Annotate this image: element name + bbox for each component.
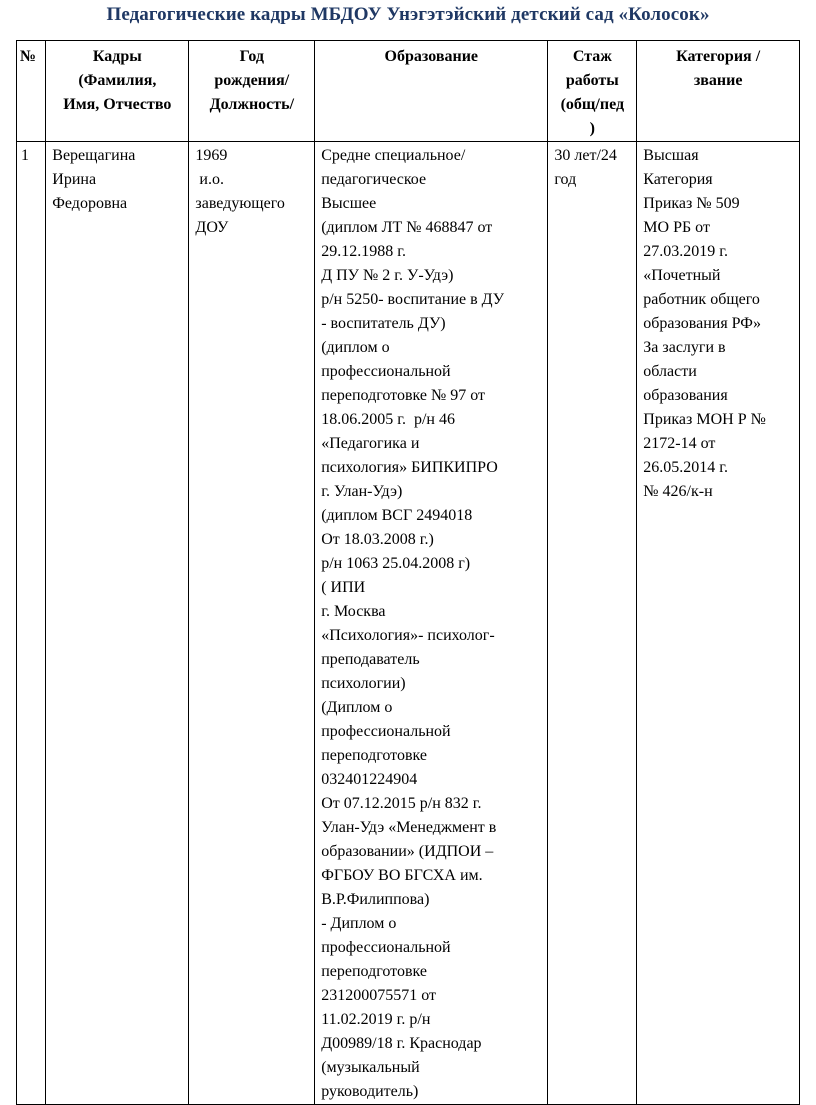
cell-line: 2172-14 от	[643, 435, 716, 452]
cell-line: педагогическое	[321, 171, 427, 188]
cell-num	[17, 142, 46, 1105]
cell-line: 18.06.2005 г. р/н 46	[321, 411, 455, 428]
cell-line: (диплом о	[321, 339, 390, 356]
cell-line: преподаватель	[321, 651, 420, 668]
cell-line: 29.12.1988 г.	[321, 243, 406, 260]
cell-line: Д00989/18 г. Краснодар	[321, 1035, 482, 1052]
header-name	[46, 41, 189, 142]
cell-line: Ирина	[52, 171, 97, 188]
header-line: )	[589, 120, 595, 137]
cell-line: ФГБОУ ВО БГСХА им.	[321, 867, 483, 884]
cell-line: профессиональной	[321, 723, 451, 740]
cell-line: № 426/к-н	[643, 483, 713, 500]
cell-line: МО РБ от	[643, 219, 710, 236]
cell-line: Высшая	[643, 147, 699, 164]
header-line: работы	[565, 72, 619, 89]
header-num	[17, 41, 46, 142]
staff-table	[16, 40, 800, 1105]
cell-line: и.о.	[195, 171, 224, 188]
cell-line: г. Москва	[321, 603, 386, 620]
header-line: Имя, Отчество	[63, 96, 172, 113]
cell-line: Приказ МОН Р №	[643, 411, 766, 428]
cell-line: профессиональной	[321, 363, 451, 380]
cell-line: переподготовке № 97 от	[321, 387, 486, 404]
cell-experience	[548, 142, 637, 1105]
cell-line: 231200075571 от	[321, 987, 436, 1004]
cell-line: переподготовке	[321, 747, 427, 764]
header-line: рождения/	[214, 72, 290, 89]
cell-year	[189, 142, 315, 1105]
cell-line: (диплом ВСГ 2494018	[321, 507, 473, 524]
cell-line: Средне специальное/	[321, 147, 466, 164]
header-line: №	[20, 48, 37, 65]
cell-name	[46, 142, 189, 1105]
header-line: Стаж	[572, 48, 612, 65]
cell-line: Категория	[643, 171, 713, 188]
cell-line: «Педагогика и	[321, 435, 420, 452]
cell-line: психология» БИПКИПРО	[321, 459, 498, 476]
cell-line: В.Р.Филиппова)	[321, 891, 430, 908]
cell-line: 1969	[195, 147, 228, 164]
cell-education	[315, 142, 548, 1105]
cell-line: профессиональной	[321, 939, 451, 956]
cell-line: За заслуги в	[643, 339, 726, 356]
cell-line: работник общего	[643, 291, 760, 308]
cell-line: (музыкальный	[321, 1059, 420, 1076]
cell-line: Приказ № 509	[643, 195, 740, 212]
cell-line: г. Улан-Удэ)	[321, 483, 403, 500]
cell-line: Д ПУ № 2 г. У-Удэ)	[321, 267, 454, 284]
cell-line: образования РФ»	[643, 315, 761, 332]
cell-line: - Диплом о	[321, 915, 397, 932]
cell-line: От 07.12.2015 р/н 832 г.	[321, 795, 482, 812]
cell-line: Верещагина	[52, 147, 136, 164]
cell-line: р/н 5250- воспитание в ДУ	[321, 291, 505, 308]
cell-line: Улан-Удэ «Менеджмент в	[321, 819, 497, 836]
header-line: Категория /	[676, 48, 761, 65]
header-category	[637, 41, 800, 142]
header-line: Год	[239, 48, 264, 65]
cell-line: 11.02.2019 г. р/н	[321, 1011, 431, 1028]
cell-line: Федоровна	[52, 195, 128, 212]
cell-line: 1	[21, 147, 29, 164]
page-title: Педагогические кадры МБДОУ Унэгэтэйский детский сад «Колосок»	[106, 4, 710, 25]
cell-line: р/н 1063 25.04.2008 г)	[321, 555, 471, 572]
cell-line: 27.03.2019 г.	[643, 243, 729, 260]
cell-line: психологии)	[321, 675, 406, 692]
table-row	[17, 142, 800, 1105]
header-line: звание	[693, 72, 743, 89]
header-line: Кадры	[92, 48, 142, 65]
cell-line: «Психология»- психолог-	[321, 627, 495, 644]
header-year	[189, 41, 315, 142]
cell-line: образования	[643, 387, 728, 404]
cell-line: области	[643, 363, 697, 380]
cell-line: переподготовке	[321, 963, 427, 980]
cell-line: ДОУ	[195, 219, 229, 236]
cell-line: заведующего	[195, 195, 285, 212]
cell-line: 032401224904	[321, 771, 418, 788]
cell-line: год	[554, 171, 577, 188]
header-line: Образование	[384, 48, 479, 65]
cell-line: ( ИПИ	[321, 579, 366, 596]
cell-line: руководитель)	[321, 1083, 419, 1100]
cell-category	[637, 142, 800, 1105]
cell-line: образовании» (ИДПОИ –	[321, 843, 494, 860]
header-line: Должность/	[209, 96, 295, 113]
header-line: (общ/пед	[560, 96, 625, 113]
header-education	[315, 41, 548, 142]
cell-line: 30 лет/24	[554, 147, 617, 164]
table-header-row	[17, 41, 800, 142]
header-experience	[548, 41, 637, 142]
cell-line: (Диплом о	[321, 699, 393, 716]
header-line: (Фамилия,	[78, 72, 157, 89]
cell-line: - воспитатель ДУ)	[321, 315, 446, 332]
cell-line: 26.05.2014 г.	[643, 459, 729, 476]
cell-line: От 18.03.2008 г.)	[321, 531, 434, 548]
cell-line: «Почетный	[643, 267, 721, 284]
cell-line: (диплом ЛТ № 468847 от	[321, 219, 493, 236]
cell-line: Высшее	[321, 195, 377, 212]
